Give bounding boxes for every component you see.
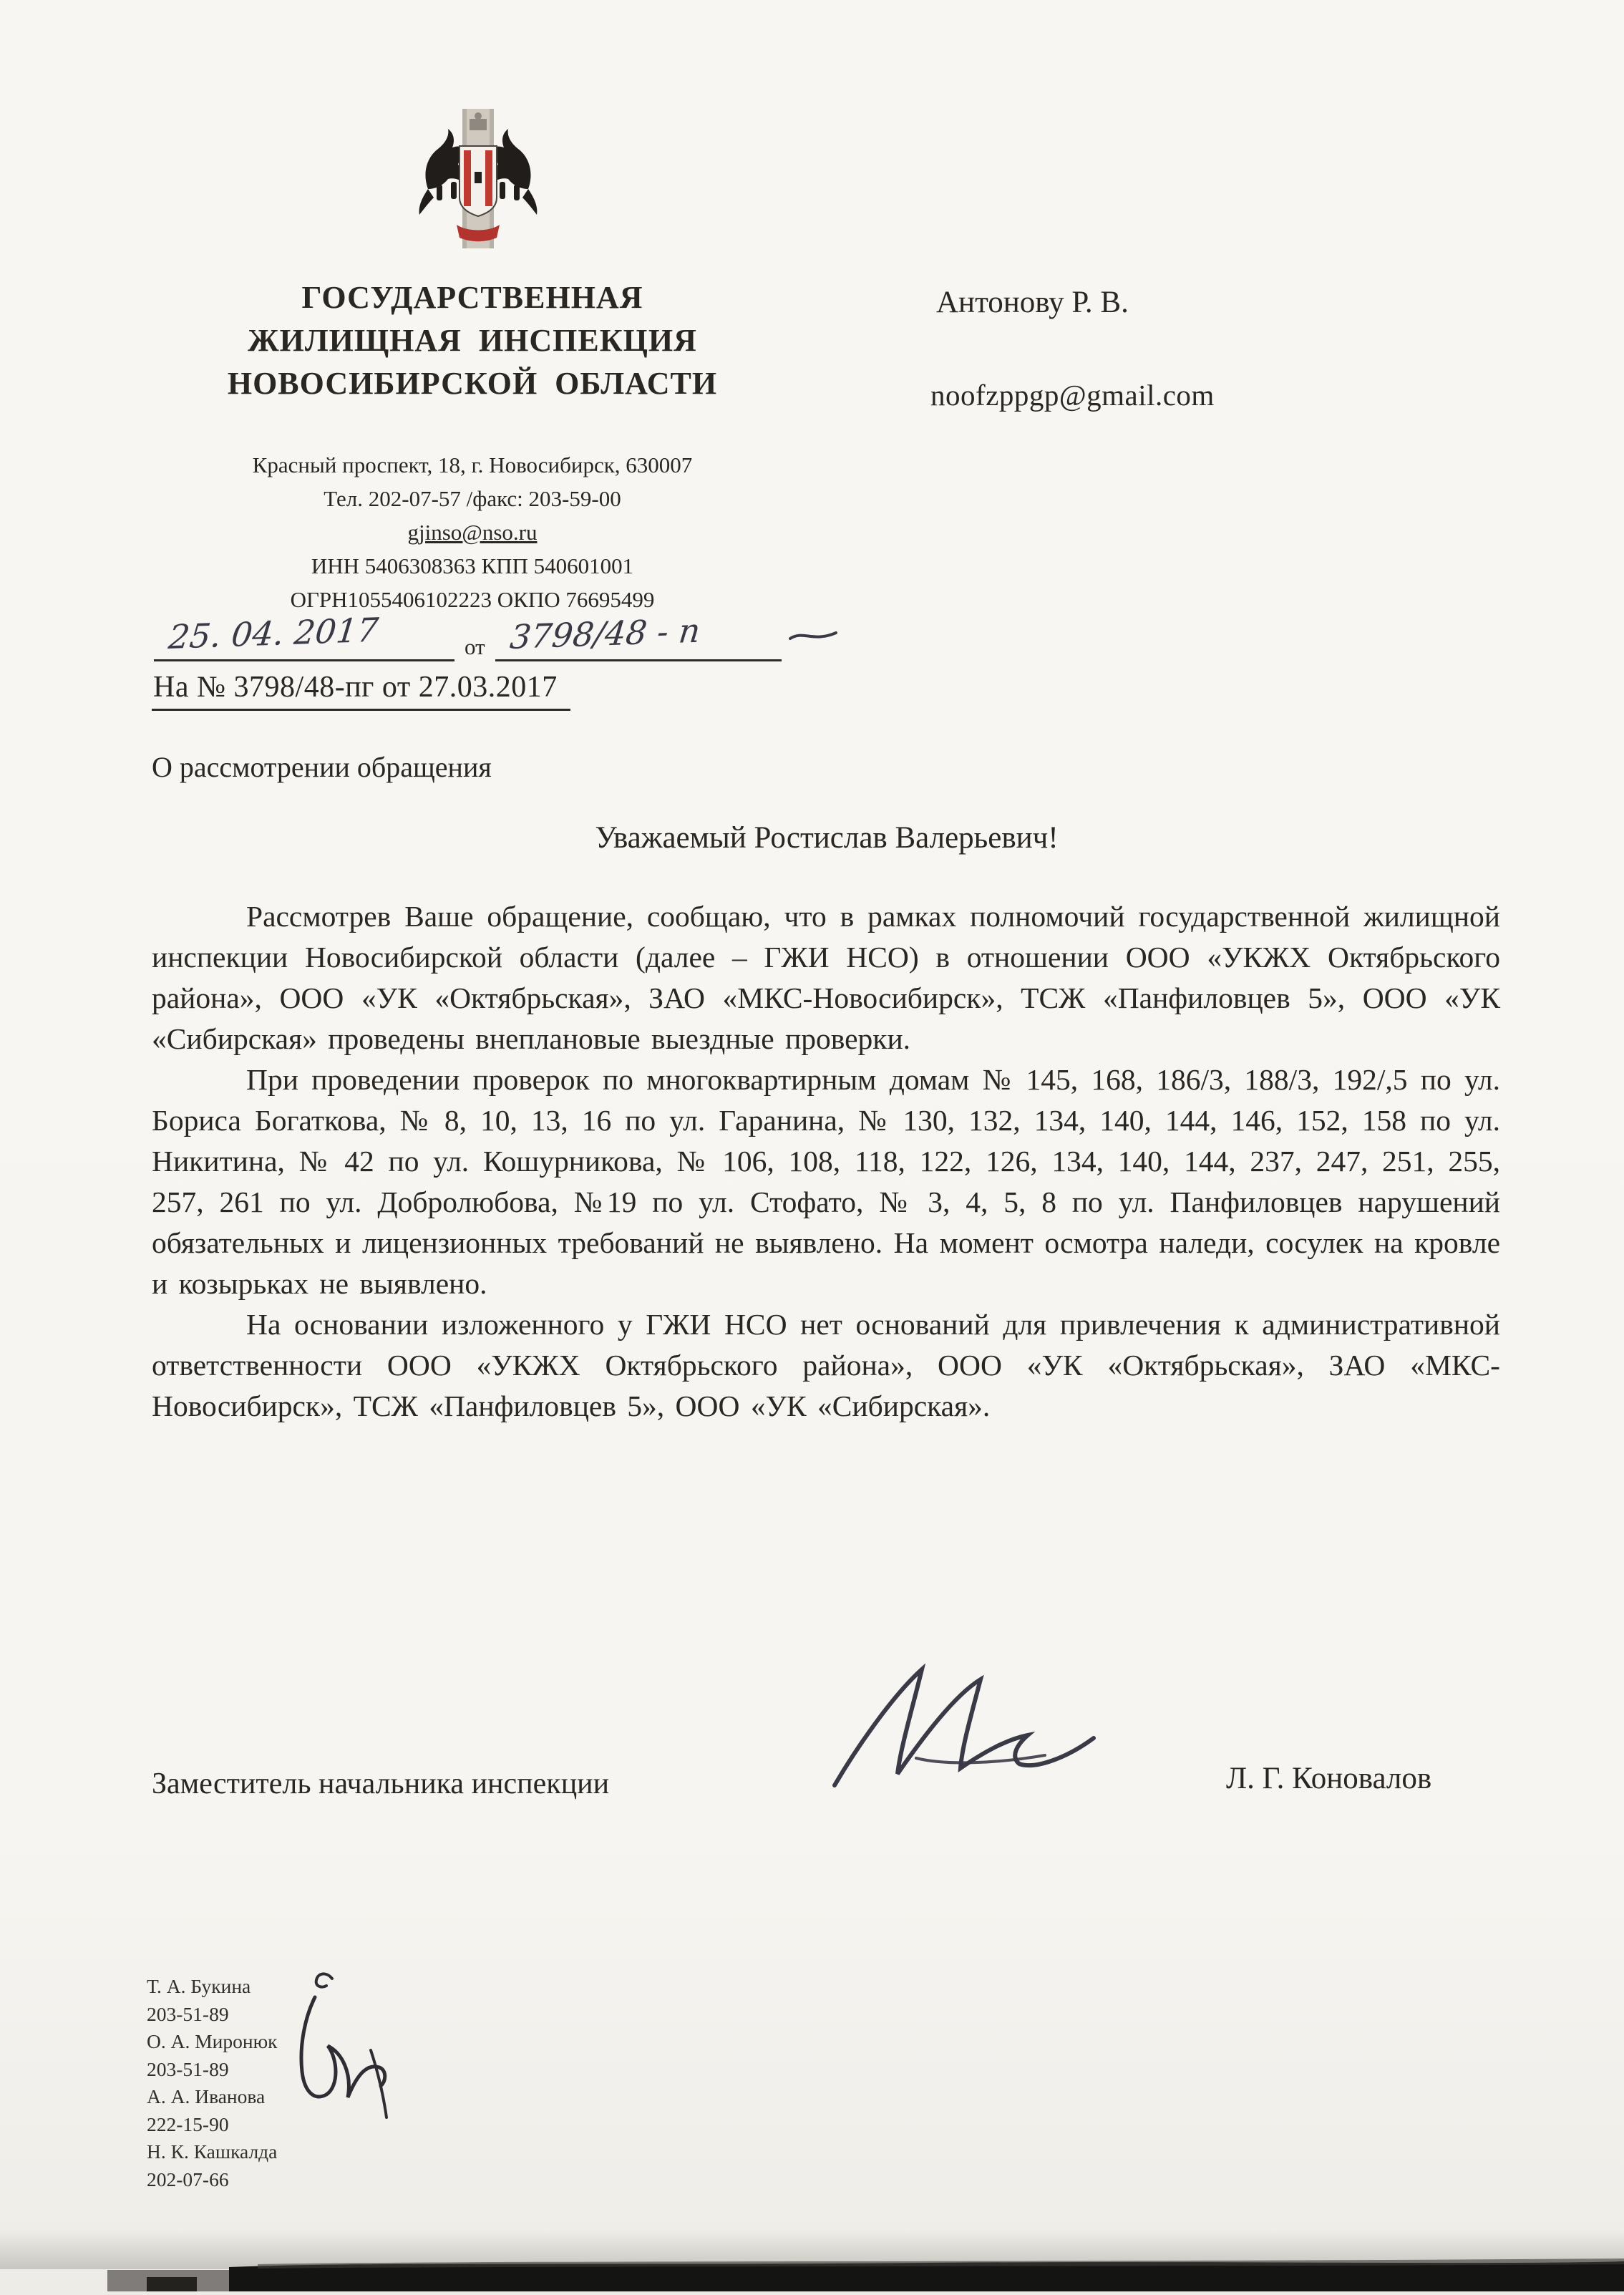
- handwritten-date: 25. 04. 2017: [167, 610, 381, 656]
- subject-line: О рассмотрении обращения: [152, 751, 492, 783]
- org-name-line: НОВОСИБИРСКОЙ ОБЛАСТИ: [227, 366, 718, 401]
- outgoing-number-row: [154, 610, 891, 661]
- signer-title: Заместитель начальника инспекции: [152, 1767, 610, 1800]
- body-paragraph: При проведении проверок по многоквартирным домам № 145, 168, 186/3, 188/3, 192/,5 по ул. Бориса Богаткова, № 8, 10, 13, 16 по ул. Гаранина, № 130, 132, 134, 140, 144, 146, 152, 158 по ул. Никитина, № 42 по ул. Кошурникова, № 106, 108, 118, 122, 126, 134, 140, 144, 237, 247, 251, 255, 257, 261 по ул. Добролюбова, №19 по ул. Стофато, № 3, 4, 5, 8 по ул. Панфиловцев нарушений обязательных и лицензионных требований не выявлено. На момент осмотра наледи, сосулек на кровле и козырьках не выявлено.: [152, 1063, 1500, 1300]
- org-name-line: ЖИЛИЩНАЯ ИНСПЕКЦИЯ: [248, 323, 697, 358]
- addressee-name: Антонову Р. В.: [936, 286, 1129, 319]
- addressee-email: noofzppgp@gmail.com: [930, 379, 1215, 412]
- letter-body: [152, 896, 1500, 1427]
- address-line: Тел. 202-07-57 /факс: 203-59-00: [324, 486, 621, 511]
- signer-name: Л. Г. Коновалов: [1226, 1762, 1432, 1795]
- executor-name: Н. К. Кашкалда: [147, 2140, 278, 2163]
- executor-phone: 202-07-66: [147, 2168, 229, 2190]
- org-address-block: [86, 448, 859, 616]
- address-line: Красный проспект, 18, г. Новосибирск, 630007: [252, 452, 693, 477]
- executor-phone: 203-51-89: [147, 2057, 229, 2080]
- pen-flourish-icon: [789, 627, 839, 649]
- ot-label: от: [465, 634, 485, 659]
- handwritten-number: 3798/48 - п: [507, 611, 702, 656]
- body-paragraph: На основании изложенного у ГЖИ НСО нет оснований для привлечения к административной ответственности ООО «УКЖХ Октябрьского района», ООО «УК «Октябрьская», ЗАО «МКС-Новосибирск», ТСЖ «Панфиловцев 5», ООО «УК «Сибирская».: [152, 1308, 1500, 1422]
- executors-block: [147, 1973, 278, 2193]
- org-name: [86, 276, 859, 405]
- address-line: ОГРН1055406102223 ОКПО 76695499: [290, 587, 655, 612]
- salutation: Уважаемый Ростислав Валерьевич!: [595, 821, 1059, 855]
- org-name-line: ГОСУДАРСТВЕННАЯ: [301, 280, 643, 315]
- coat-of-arms-icon: [407, 105, 550, 253]
- executor-phone: 222-15-90: [147, 2112, 229, 2135]
- executor-phone: 203-51-89: [147, 2002, 229, 2025]
- executor-name: Т. А. Букина: [147, 1975, 251, 1997]
- outgoing-number-field: [495, 612, 782, 661]
- scan-edge-artifact: [0, 2227, 1624, 2295]
- address-line: ИНН 5406308363 КПП 540601001: [311, 553, 634, 578]
- incoming-reference-line: На № 3798/48-пг от 27.03.2017: [152, 670, 570, 711]
- org-email: gjinso@nso.ru: [407, 520, 538, 545]
- body-paragraph: Рассмотрев Ваше обращение, сообщаю, что в рамках полномочий государственной жилищной инспекции Новосибирской области (далее – ГЖИ НСО) в отношении ООО «УКЖХ Октябрьского района», ООО «УК «Октябрьская», ЗАО «МКС-Новосибирск», ТСЖ «Панфиловцев 5», ООО «УК «Сибирская» проведены внеплановые выездные проверки.: [152, 900, 1500, 1055]
- executor-name: А. А. Иванова: [147, 2085, 266, 2107]
- handwritten-initials-icon: [285, 1964, 407, 2133]
- executor-name: О. А. Миронюк: [147, 2030, 278, 2052]
- outgoing-date-field: [154, 612, 454, 661]
- signature-scrawl-icon: [809, 1651, 1117, 1805]
